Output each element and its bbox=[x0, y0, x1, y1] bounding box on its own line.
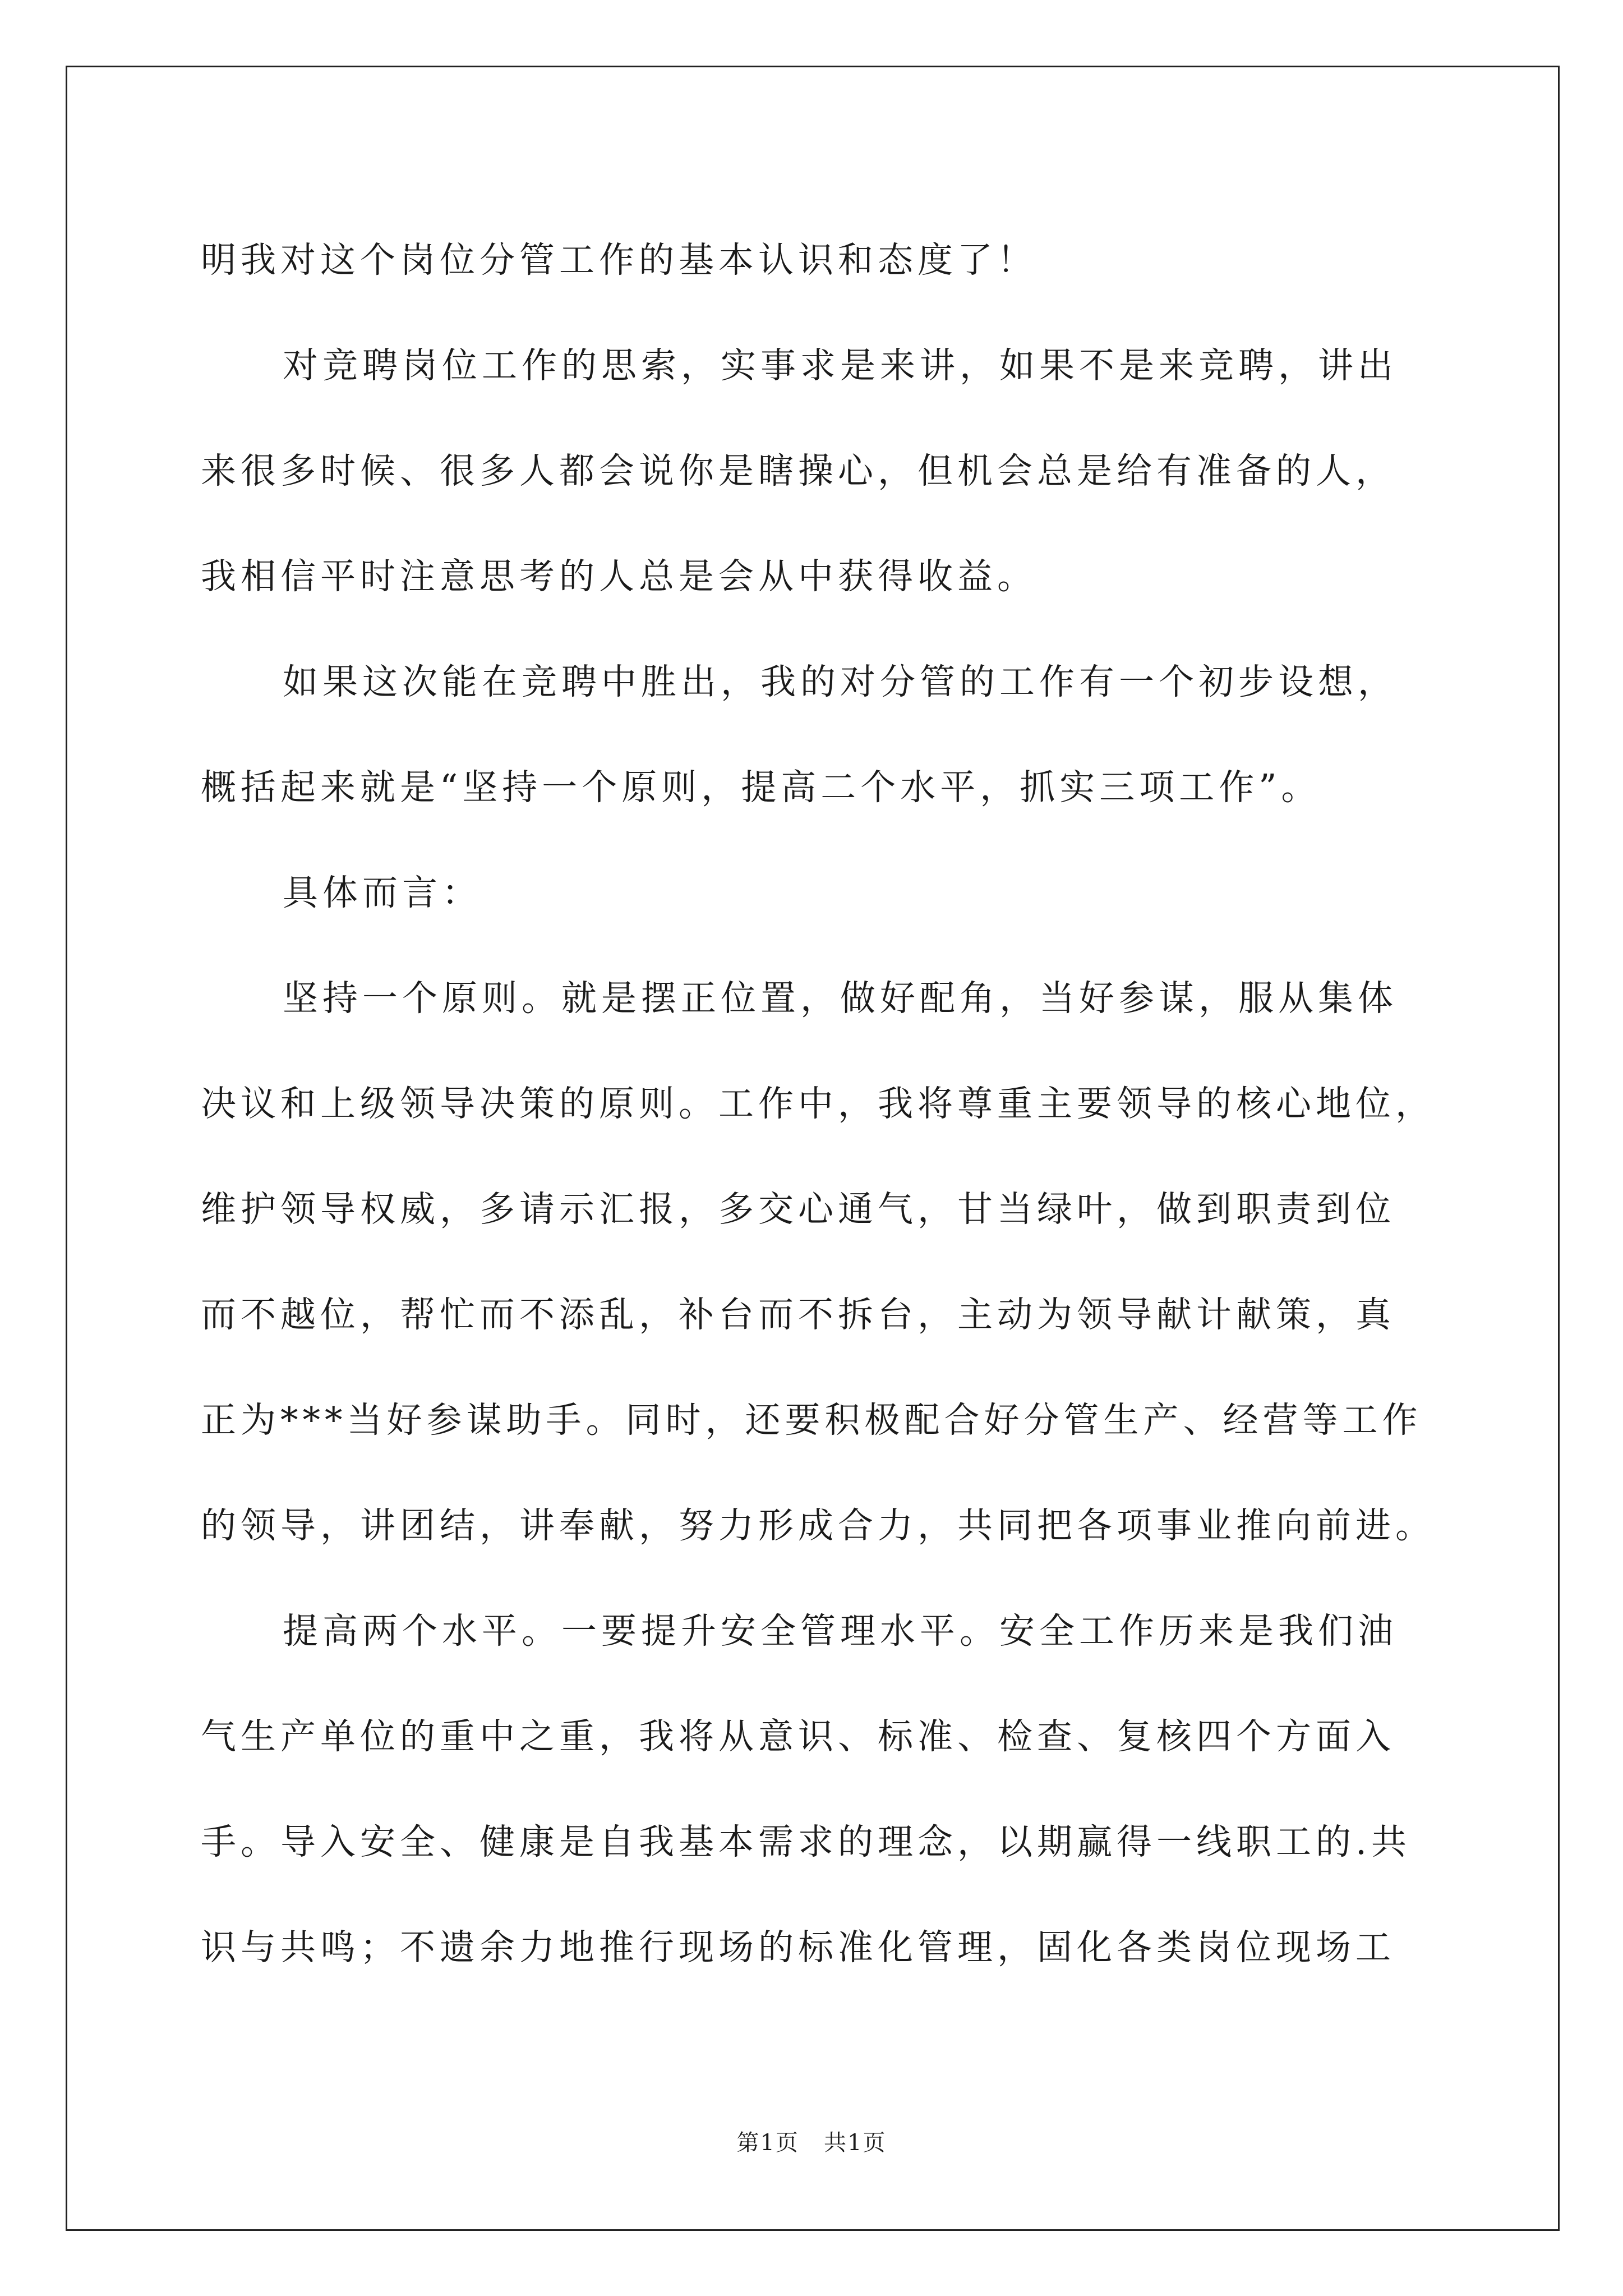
text-line-1: 明我对这个岗位分管工作的基本认识和态度了！ bbox=[201, 240, 1037, 280]
text-line-14: 提高两个水平。一要提升安全管理水平。安全工作历来是我们油 bbox=[283, 1611, 1398, 1651]
text-line-3: 来很多时候、很多人都会说你是瞎操心，但机会总是给有准备的人， bbox=[201, 450, 1395, 491]
text-line-5: 如果这次能在竞聘中胜出，我的对分管的工作有一个初步设想， bbox=[283, 661, 1398, 702]
text-line-6: 概括起来就是“坚持一个原则，提高二个水平，抓实三项工作”。 bbox=[201, 767, 1321, 808]
text-line-17: 识与共鸣；不遗余力地推行现场的标准化管理，固化各类岗位现场工 bbox=[201, 1927, 1395, 1968]
text-line-4: 我相信平时注意思考的人总是会从中获得收益。 bbox=[201, 556, 1037, 597]
text-line-8: 坚持一个原则。就是摆正位置，做好配角，当好参谋，服从集体 bbox=[283, 978, 1398, 1019]
text-line-11: 而不越位，帮忙而不添乱，补台而不拆台，主动为领导献计献策，真 bbox=[201, 1294, 1395, 1335]
text-line-15: 气生产单位的重中之重，我将从意识、标准、检查、复核四个方面入 bbox=[201, 1716, 1395, 1757]
text-line-16: 手。导入安全、健康是自我基本需求的理念，以期赢得一线职工的.共 bbox=[201, 1821, 1412, 1862]
text-line-10: 维护领导权威，多请示汇报，多交心通气，甘当绿叶，做到职责到位 bbox=[201, 1189, 1395, 1230]
document-body bbox=[201, 208, 1435, 2000]
page-number-footer: 第1页 共1页 bbox=[736, 2130, 887, 2156]
text-line-12: 正为***当好参谋助手。同时，还要积极配合好分管生产、经营等工作 bbox=[201, 1400, 1422, 1441]
text-line-7: 具体而言： bbox=[283, 872, 482, 913]
text-line-2: 对竞聘岗位工作的思索，实事求是来讲，如果不是来竞聘，讲出 bbox=[283, 345, 1398, 386]
text-line-13: 的领导，讲团结，讲奉献，努力形成合力，共同把各项事业推向前进。 bbox=[201, 1505, 1435, 1546]
text-line-9: 决议和上级领导决策的原则。工作中，我将尊重主要领导的核心地位， bbox=[201, 1083, 1435, 1124]
